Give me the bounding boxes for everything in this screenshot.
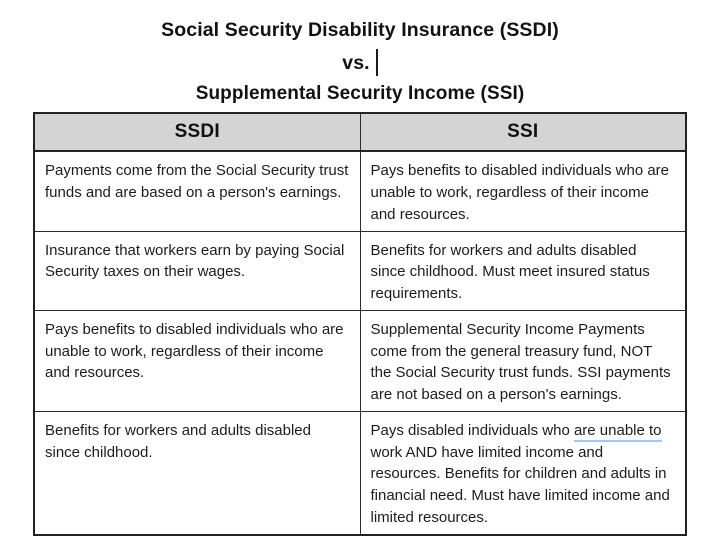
text-cursor: [376, 49, 378, 76]
table-row: [34, 231, 686, 310]
column-header-ssi: SSI: [360, 113, 686, 151]
table-row: [34, 310, 686, 411]
header-row: [34, 113, 686, 151]
table-cell-ssdi: Insurance that workers earn by paying Social Security taxes on their wages.: [34, 231, 360, 310]
ssi-cell-text-prefix: Pays disabled individuals who: [370, 421, 574, 439]
table-cell-ssi: Benefits for workers and adults disabled since childhood. Must meet insured status requirements.: [360, 231, 686, 310]
table-cell-ssdi: Payments come from the Social Security trust funds and are based on a person's earnings.: [34, 151, 360, 231]
ssi-cell-text-suffix: work AND have limited income and resources. Benefits for children and adults in financial need. Must have limited income and limited resources.: [370, 443, 670, 526]
table-row: [34, 411, 686, 534]
table-row: [34, 151, 686, 231]
table-cell-ssdi: Pays benefits to disabled individuals who are unable to work, regardless of their income and resources.: [34, 310, 360, 411]
comparison-table: [33, 112, 687, 536]
vs-text: vs.: [342, 52, 370, 74]
doc-title-line1: Social Security Disability Insurance (SSDI): [161, 19, 559, 41]
table-cell-ssi: Pays benefits to disabled individuals who are unable to work, regardless of their income and resources.: [360, 151, 686, 231]
doc-title-line2: [0, 49, 720, 76]
underlined-phrase: are unable to: [574, 422, 662, 442]
column-header-ssdi: SSDI: [34, 113, 360, 151]
table-cell-ssi: [360, 411, 686, 534]
doc-title-line3: Supplemental Security Income (SSI): [195, 83, 525, 104]
table-cell-ssdi: Benefits for workers and adults disabled since childhood.: [34, 411, 360, 534]
table-cell-ssi: Supplemental Security Income Payments come from the general treasury fund, NOT the Social Security trust funds. SSI payments are not based on a person's earnings.: [360, 310, 686, 411]
